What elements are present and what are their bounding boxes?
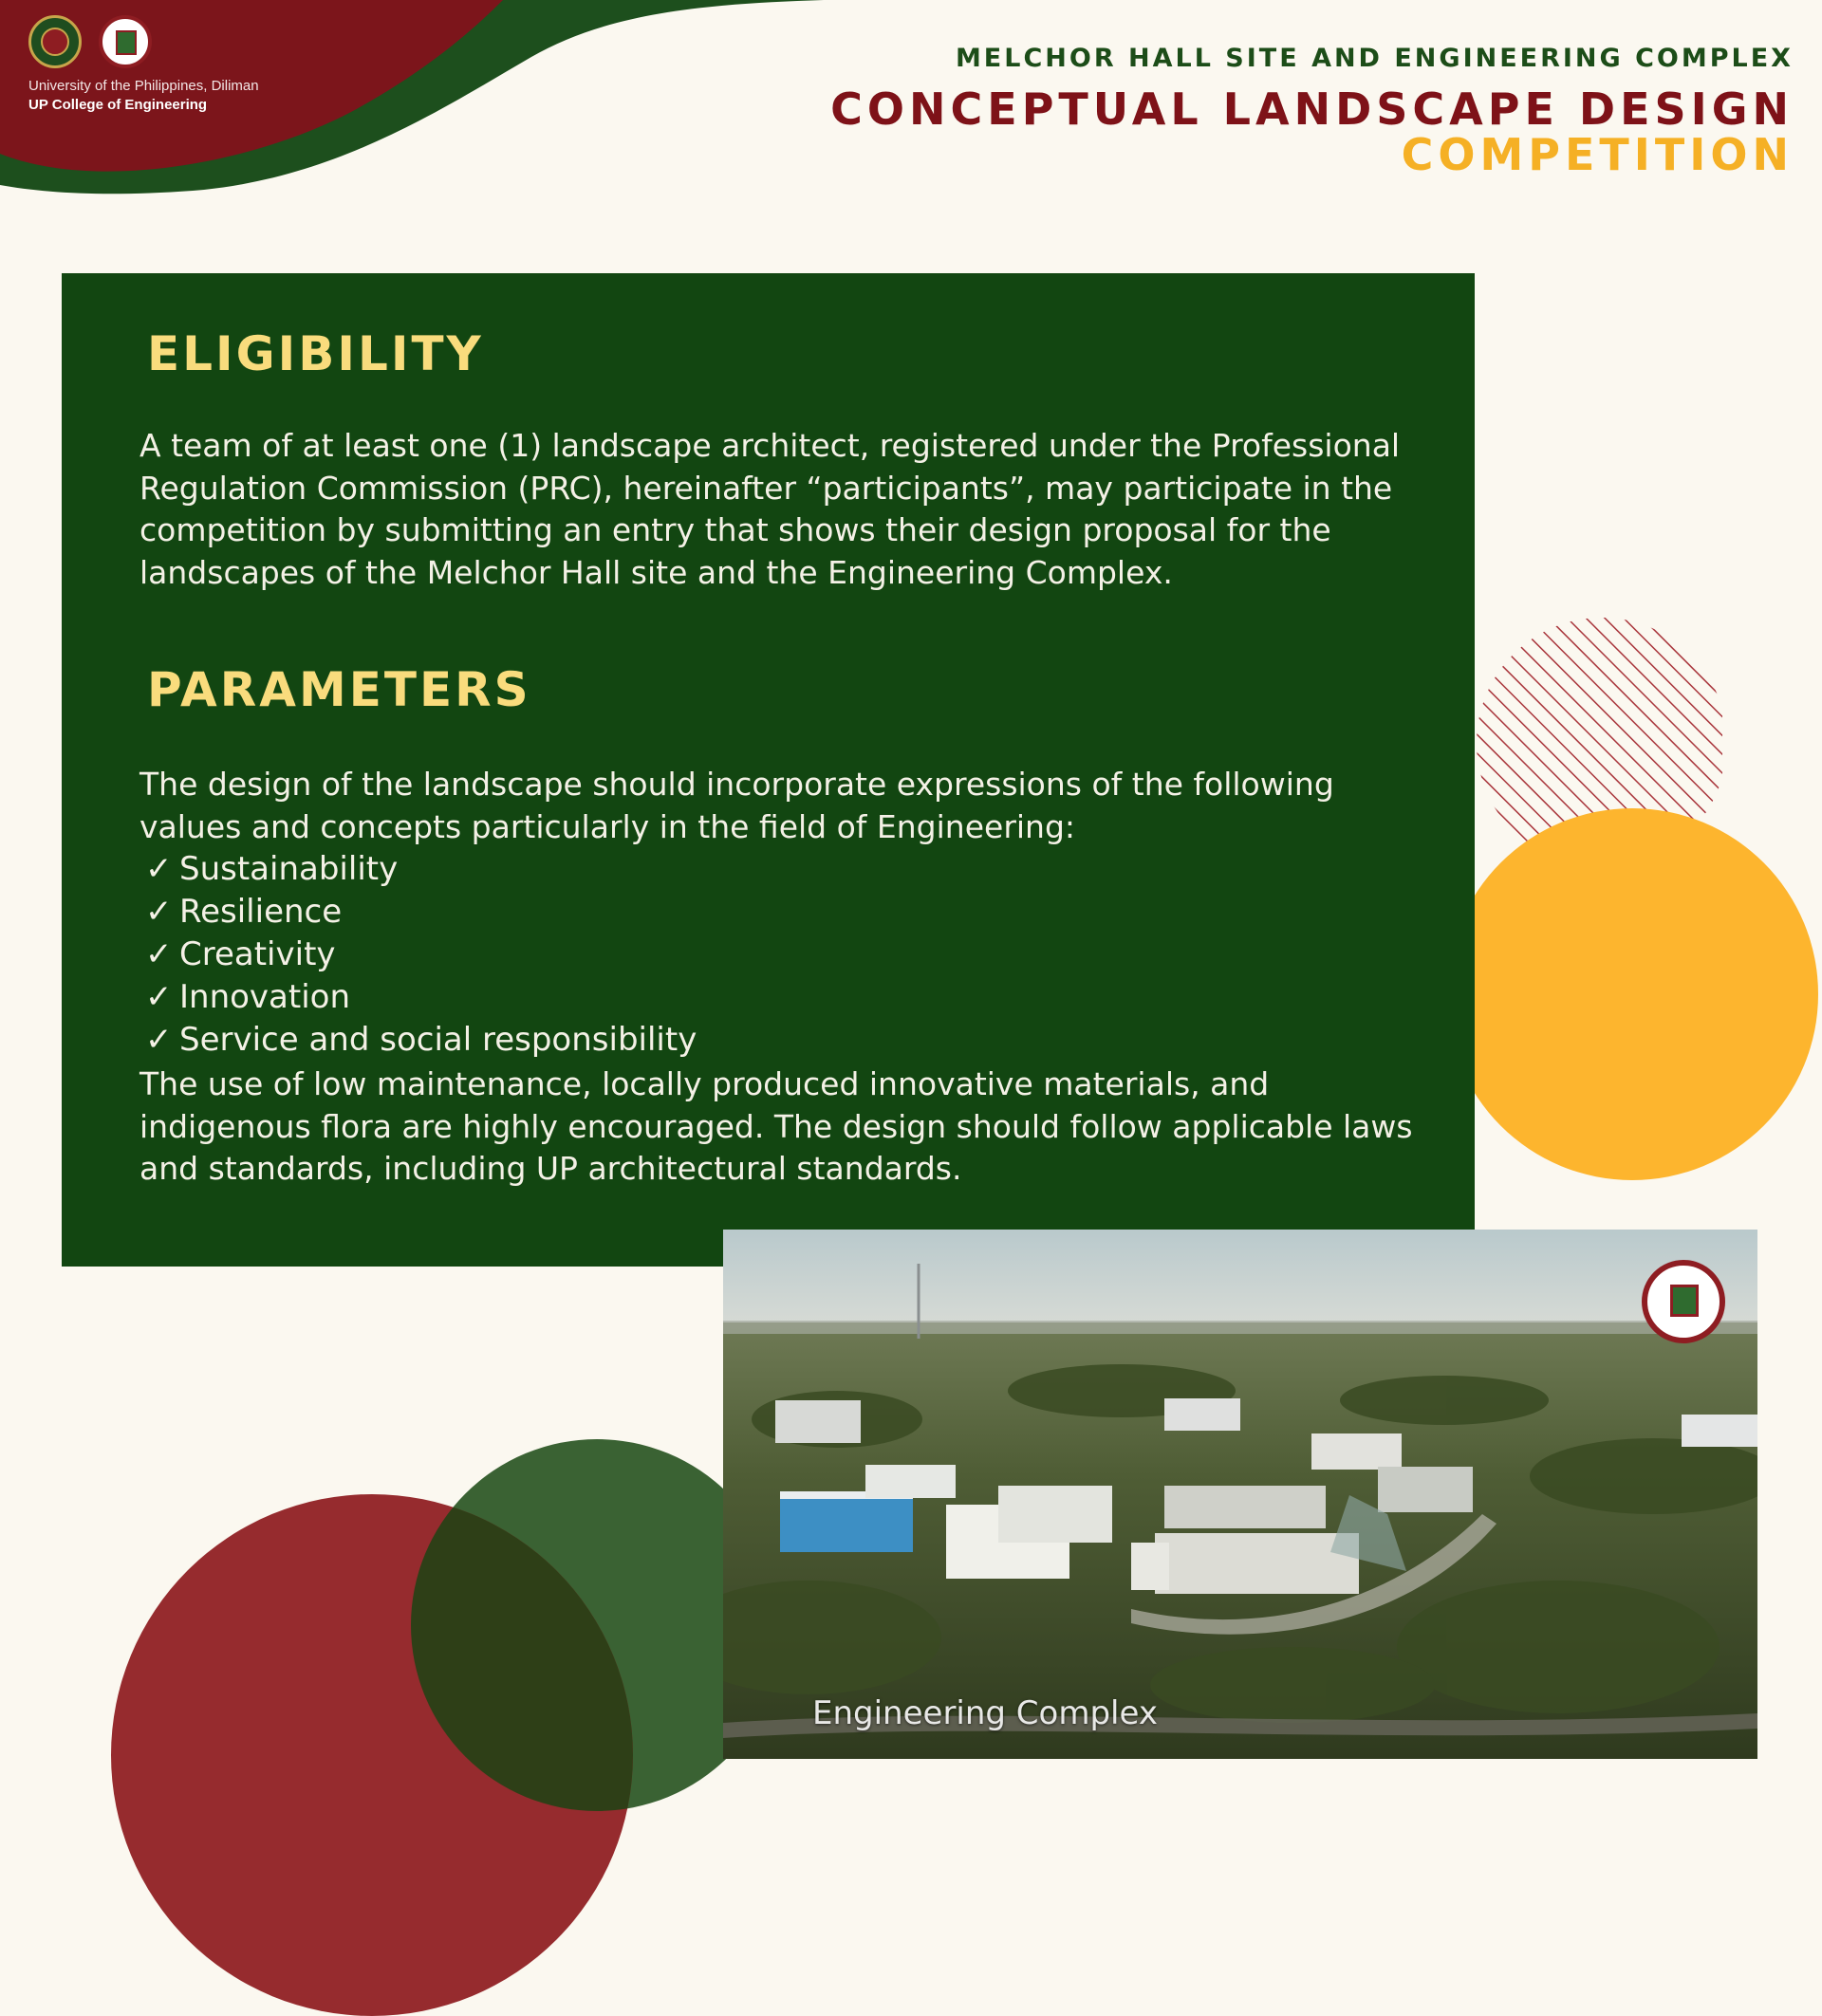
page-title: CONCEPTUAL LANDSCAPE DESIGN <box>830 83 1794 135</box>
values-list <box>145 848 697 1062</box>
red-circle-decoration <box>111 1494 633 2016</box>
college-name: UP College of Engineering <box>28 97 208 113</box>
university-name: University of the Philippines, Diliman <box>28 78 259 94</box>
value-label: Service and social responsibility <box>179 1021 697 1059</box>
eligibility-text: A team of at least one (1) landscape architect, registered under the Professional Regulation Commission (PRC), hereinafter “participants”, may participate in the competition by submitting an entry that shows their design proposal for the landscapes of the Melchor Hall site and the Engineering Complex. <box>139 427 1401 591</box>
parameters-heading: PARAMETERS <box>147 662 531 717</box>
eligibility-heading: ELIGIBILITY <box>147 326 484 381</box>
coe-seal-icon <box>99 15 152 68</box>
aerial-photo <box>723 1230 1757 1759</box>
value-label: Sustainability <box>179 850 399 888</box>
list-item <box>145 934 697 976</box>
checkmark-icon: ✓ <box>145 1021 173 1059</box>
value-label: Innovation <box>179 978 351 1016</box>
list-item <box>145 891 697 934</box>
page-subtitle: MELCHOR HALL SITE AND ENGINEERING COMPLEX <box>955 44 1794 73</box>
up-seal-icon <box>28 15 82 68</box>
checkmark-icon: ✓ <box>145 935 173 973</box>
checkmark-icon: ✓ <box>145 893 173 931</box>
list-item <box>145 976 697 1019</box>
photo-caption: Engineering Complex <box>812 1694 1158 1732</box>
checkmark-icon: ✓ <box>145 850 173 888</box>
checkmark-icon: ✓ <box>145 978 173 1016</box>
parameters-closing: The use of low maintenance, locally produced innovative materials, and indigenous flora are highly encouraged. The design should follow applicable laws and standards, including UP architectural standards. <box>139 1065 1413 1187</box>
list-item <box>145 1019 697 1062</box>
list-item <box>145 848 697 891</box>
page-title-accent: COMPETITION <box>1401 129 1794 180</box>
photo-watermark-seal-icon <box>1642 1260 1725 1343</box>
aerial-photo-illustration <box>723 1230 1757 1759</box>
value-label: Resilience <box>179 893 343 931</box>
yellow-circle-decoration <box>1446 808 1818 1180</box>
parameters-intro: The design of the landscape should incorporate expressions of the following values and concepts particularly in the field of Engineering: <box>139 766 1334 845</box>
value-label: Creativity <box>179 935 336 973</box>
content-panel <box>62 273 1475 1267</box>
